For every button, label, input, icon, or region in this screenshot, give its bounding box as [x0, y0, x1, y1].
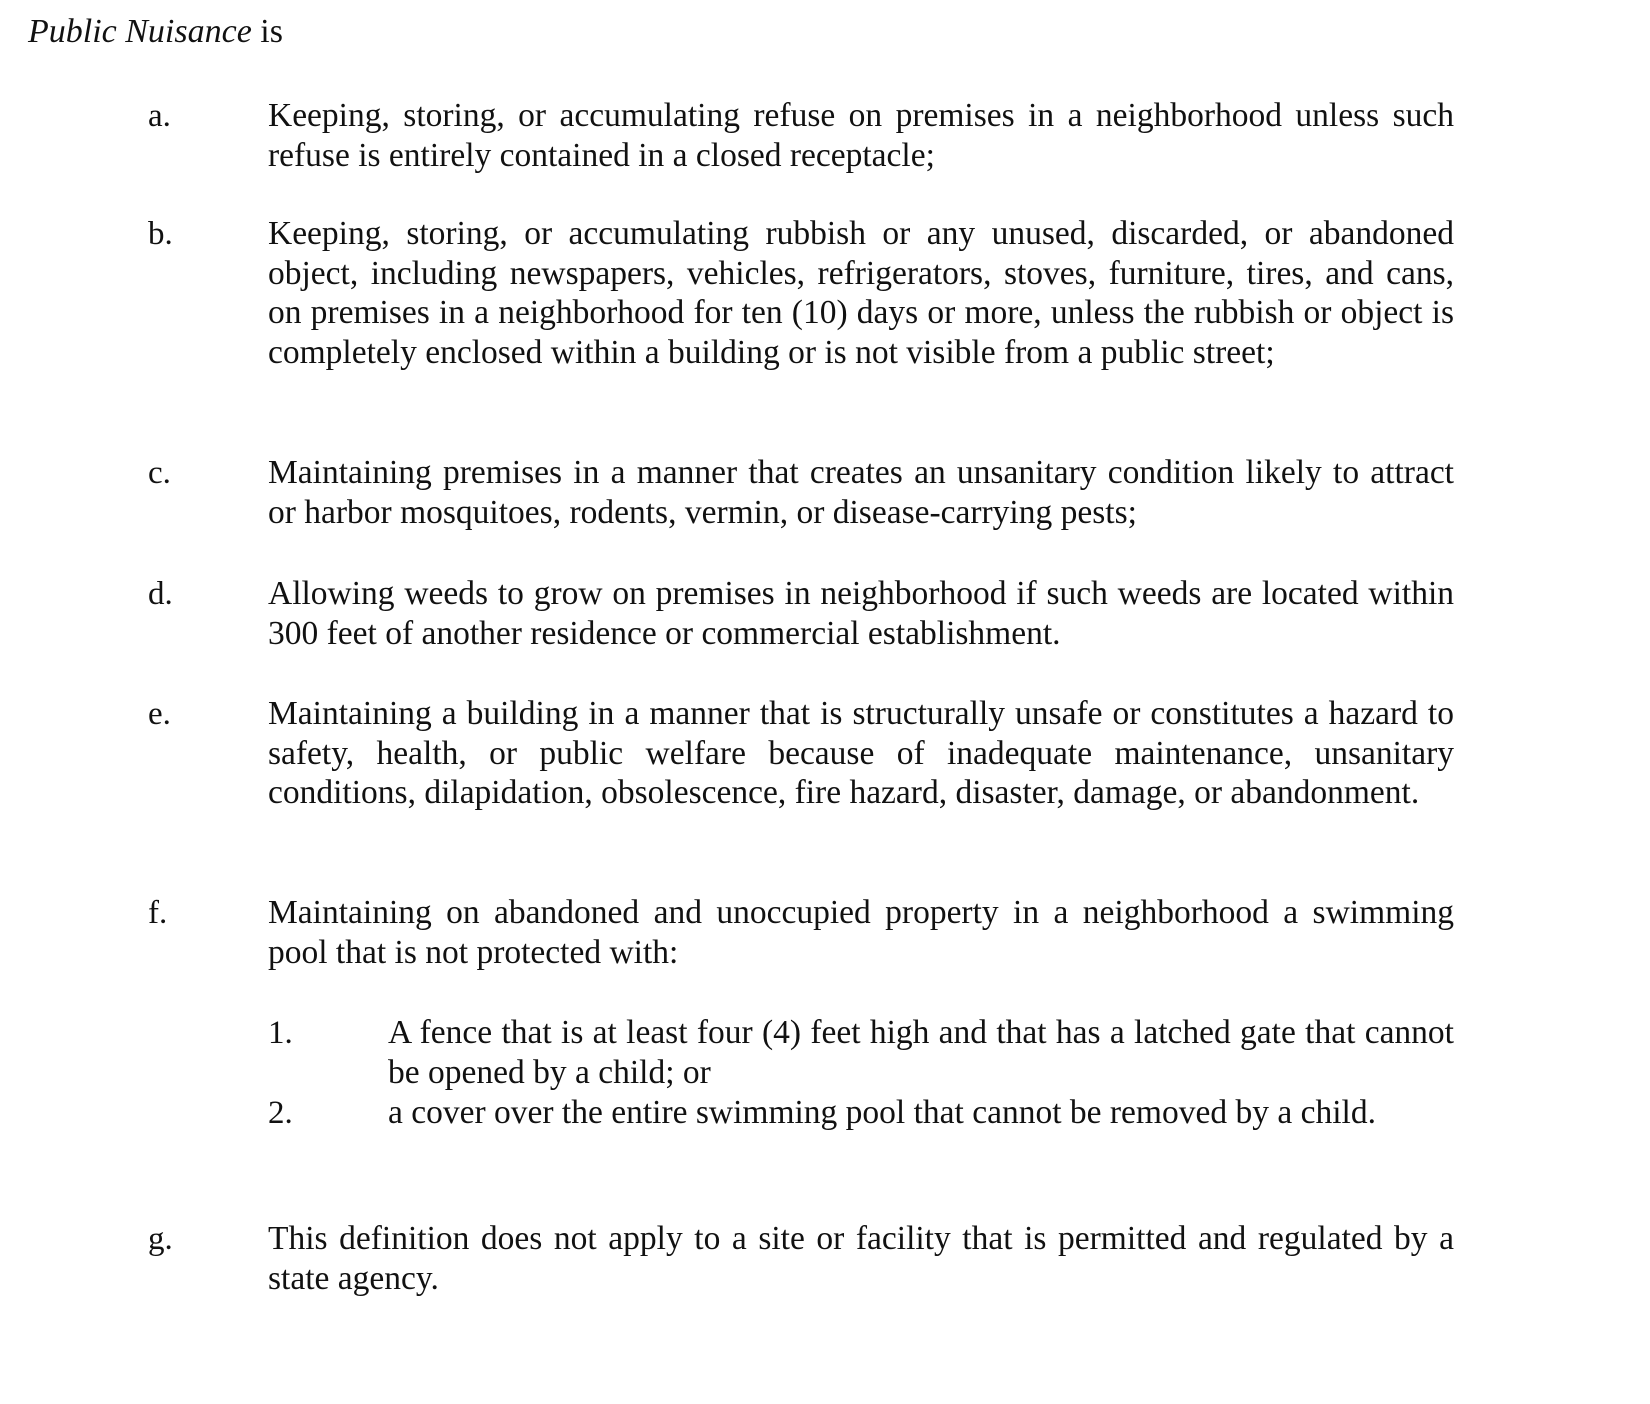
item-text: Keeping, storing, or accumulating refuse on premises in a neighborhood unless such refuse is entirely contained in a closed receptacle; — [268, 97, 1454, 174]
item-text: Maintaining a building in a manner that is structurally unsafe or constitutes a hazard to safety, health, or public welfare because of inadequate maintenance, unsanitary conditions, dilapidation, obsolescence, fire hazard, disaster, damage, or abandonment. — [268, 695, 1454, 811]
item-letter: e. — [148, 696, 171, 732]
item-letter: g. — [148, 1221, 173, 1257]
item-text: This definition does not apply to a site or facility that is permitted and regulated by a state agency. — [268, 1220, 1454, 1297]
item-letter: d. — [148, 576, 173, 612]
defined-term: Public Nuisance — [28, 13, 252, 50]
definition-heading — [28, 12, 283, 52]
item-text: Maintaining on abandoned and unoccupied property in a neighborhood a swimming pool that is not protected with: — [268, 894, 1454, 971]
sub-item-text: A fence that is at least four (4) feet high and that has a latched gate that cannot be opened by a child; or — [388, 1014, 1454, 1091]
item-letter: f. — [148, 895, 168, 931]
item-text: Allowing weeds to grow on premises in neighborhood if such weeds are located within 300 feet of another residence or commercial establishment. — [268, 575, 1454, 652]
sub-item-text: a cover over the entire swimming pool that cannot be removed by a child. — [388, 1094, 1376, 1131]
item-text: Maintaining premises in a manner that creates an unsanitary condition likely to attract or harbor mosquitoes, rodents, vermin, or disease-carrying pests; — [268, 454, 1454, 531]
item-letter: a. — [148, 98, 171, 134]
heading-suffix: is — [251, 13, 283, 50]
sub-item-number: 2. — [268, 1095, 293, 1131]
item-letter: b. — [148, 216, 173, 252]
item-letter: c. — [148, 455, 171, 491]
item-text: Keeping, storing, or accumulating rubbish or any unused, discarded, or abandoned object, including newspapers, vehicles, refrigerators, stoves, furniture, tires, and cans, on premises in a neighborhood for ten (10) days or more, unless the rubbish or object is completely enclosed within a building or is not visible from a public street; — [268, 215, 1454, 371]
sub-item-number: 1. — [268, 1015, 293, 1051]
